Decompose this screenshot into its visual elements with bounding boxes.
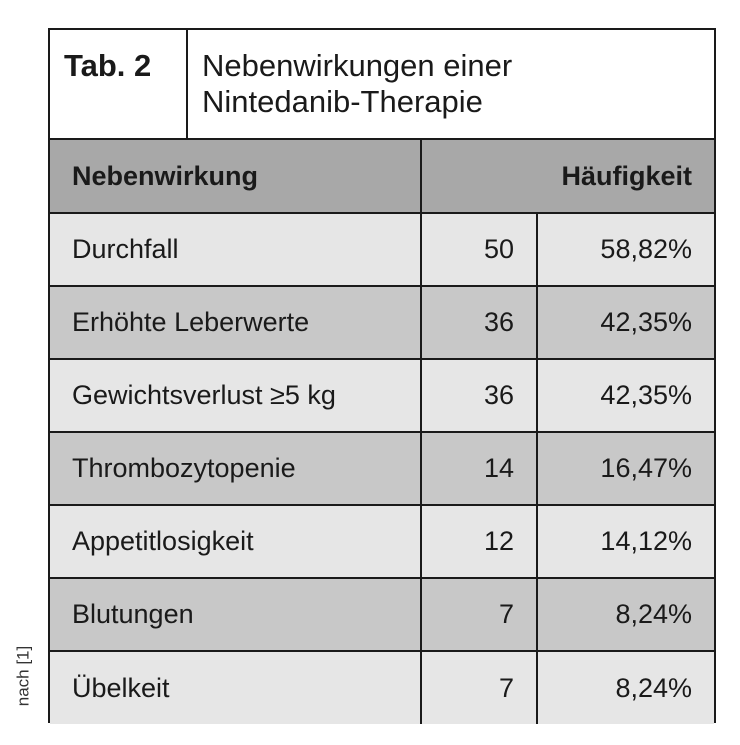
side-effect-name: Thrombozytopenie xyxy=(50,432,421,505)
side-effect-percent: 8,24% xyxy=(537,578,714,651)
source-note xyxy=(8,628,38,723)
table-title xyxy=(188,30,714,138)
header-side-effect: Nebenwirkung xyxy=(50,140,421,213)
side-effect-percent: 42,35% xyxy=(537,359,714,432)
table-body xyxy=(50,213,714,724)
side-effect-percent: 16,47% xyxy=(537,432,714,505)
table-row xyxy=(50,651,714,724)
table-title-line-1: Nebenwirkungen einer xyxy=(202,48,513,83)
side-effect-name: Übelkeit xyxy=(50,651,421,724)
side-effect-percent: 58,82% xyxy=(537,213,714,286)
side-effect-name: Gewichtsverlust ≥5 kg xyxy=(50,359,421,432)
side-effect-name: Durchfall xyxy=(50,213,421,286)
side-effect-name: Blutungen xyxy=(50,578,421,651)
side-effects-table-frame xyxy=(48,28,716,723)
side-effect-count: 36 xyxy=(421,286,537,359)
side-effect-name: Erhöhte Leberwerte xyxy=(50,286,421,359)
table-row xyxy=(50,578,714,651)
source-note-text: nach [1] xyxy=(13,645,32,706)
table-row xyxy=(50,286,714,359)
table-row xyxy=(50,505,714,578)
table-header-row xyxy=(50,140,714,213)
table-row xyxy=(50,359,714,432)
side-effect-count: 7 xyxy=(421,578,537,651)
side-effect-count: 50 xyxy=(421,213,537,286)
table-number: Tab. 2 xyxy=(50,30,188,138)
side-effect-name: Appetitlosigkeit xyxy=(50,505,421,578)
side-effect-percent: 8,24% xyxy=(537,651,714,724)
side-effect-count: 14 xyxy=(421,432,537,505)
side-effect-count: 36 xyxy=(421,359,537,432)
side-effect-percent: 42,35% xyxy=(537,286,714,359)
table-row xyxy=(50,432,714,505)
table-title-line-2: Nintedanib-Therapie xyxy=(202,84,483,119)
side-effects-table xyxy=(50,140,714,724)
table-row xyxy=(50,213,714,286)
side-effect-count: 12 xyxy=(421,505,537,578)
header-frequency: Häufigkeit xyxy=(421,140,714,213)
table-caption xyxy=(50,30,714,140)
side-effect-percent: 14,12% xyxy=(537,505,714,578)
side-effect-count: 7 xyxy=(421,651,537,724)
